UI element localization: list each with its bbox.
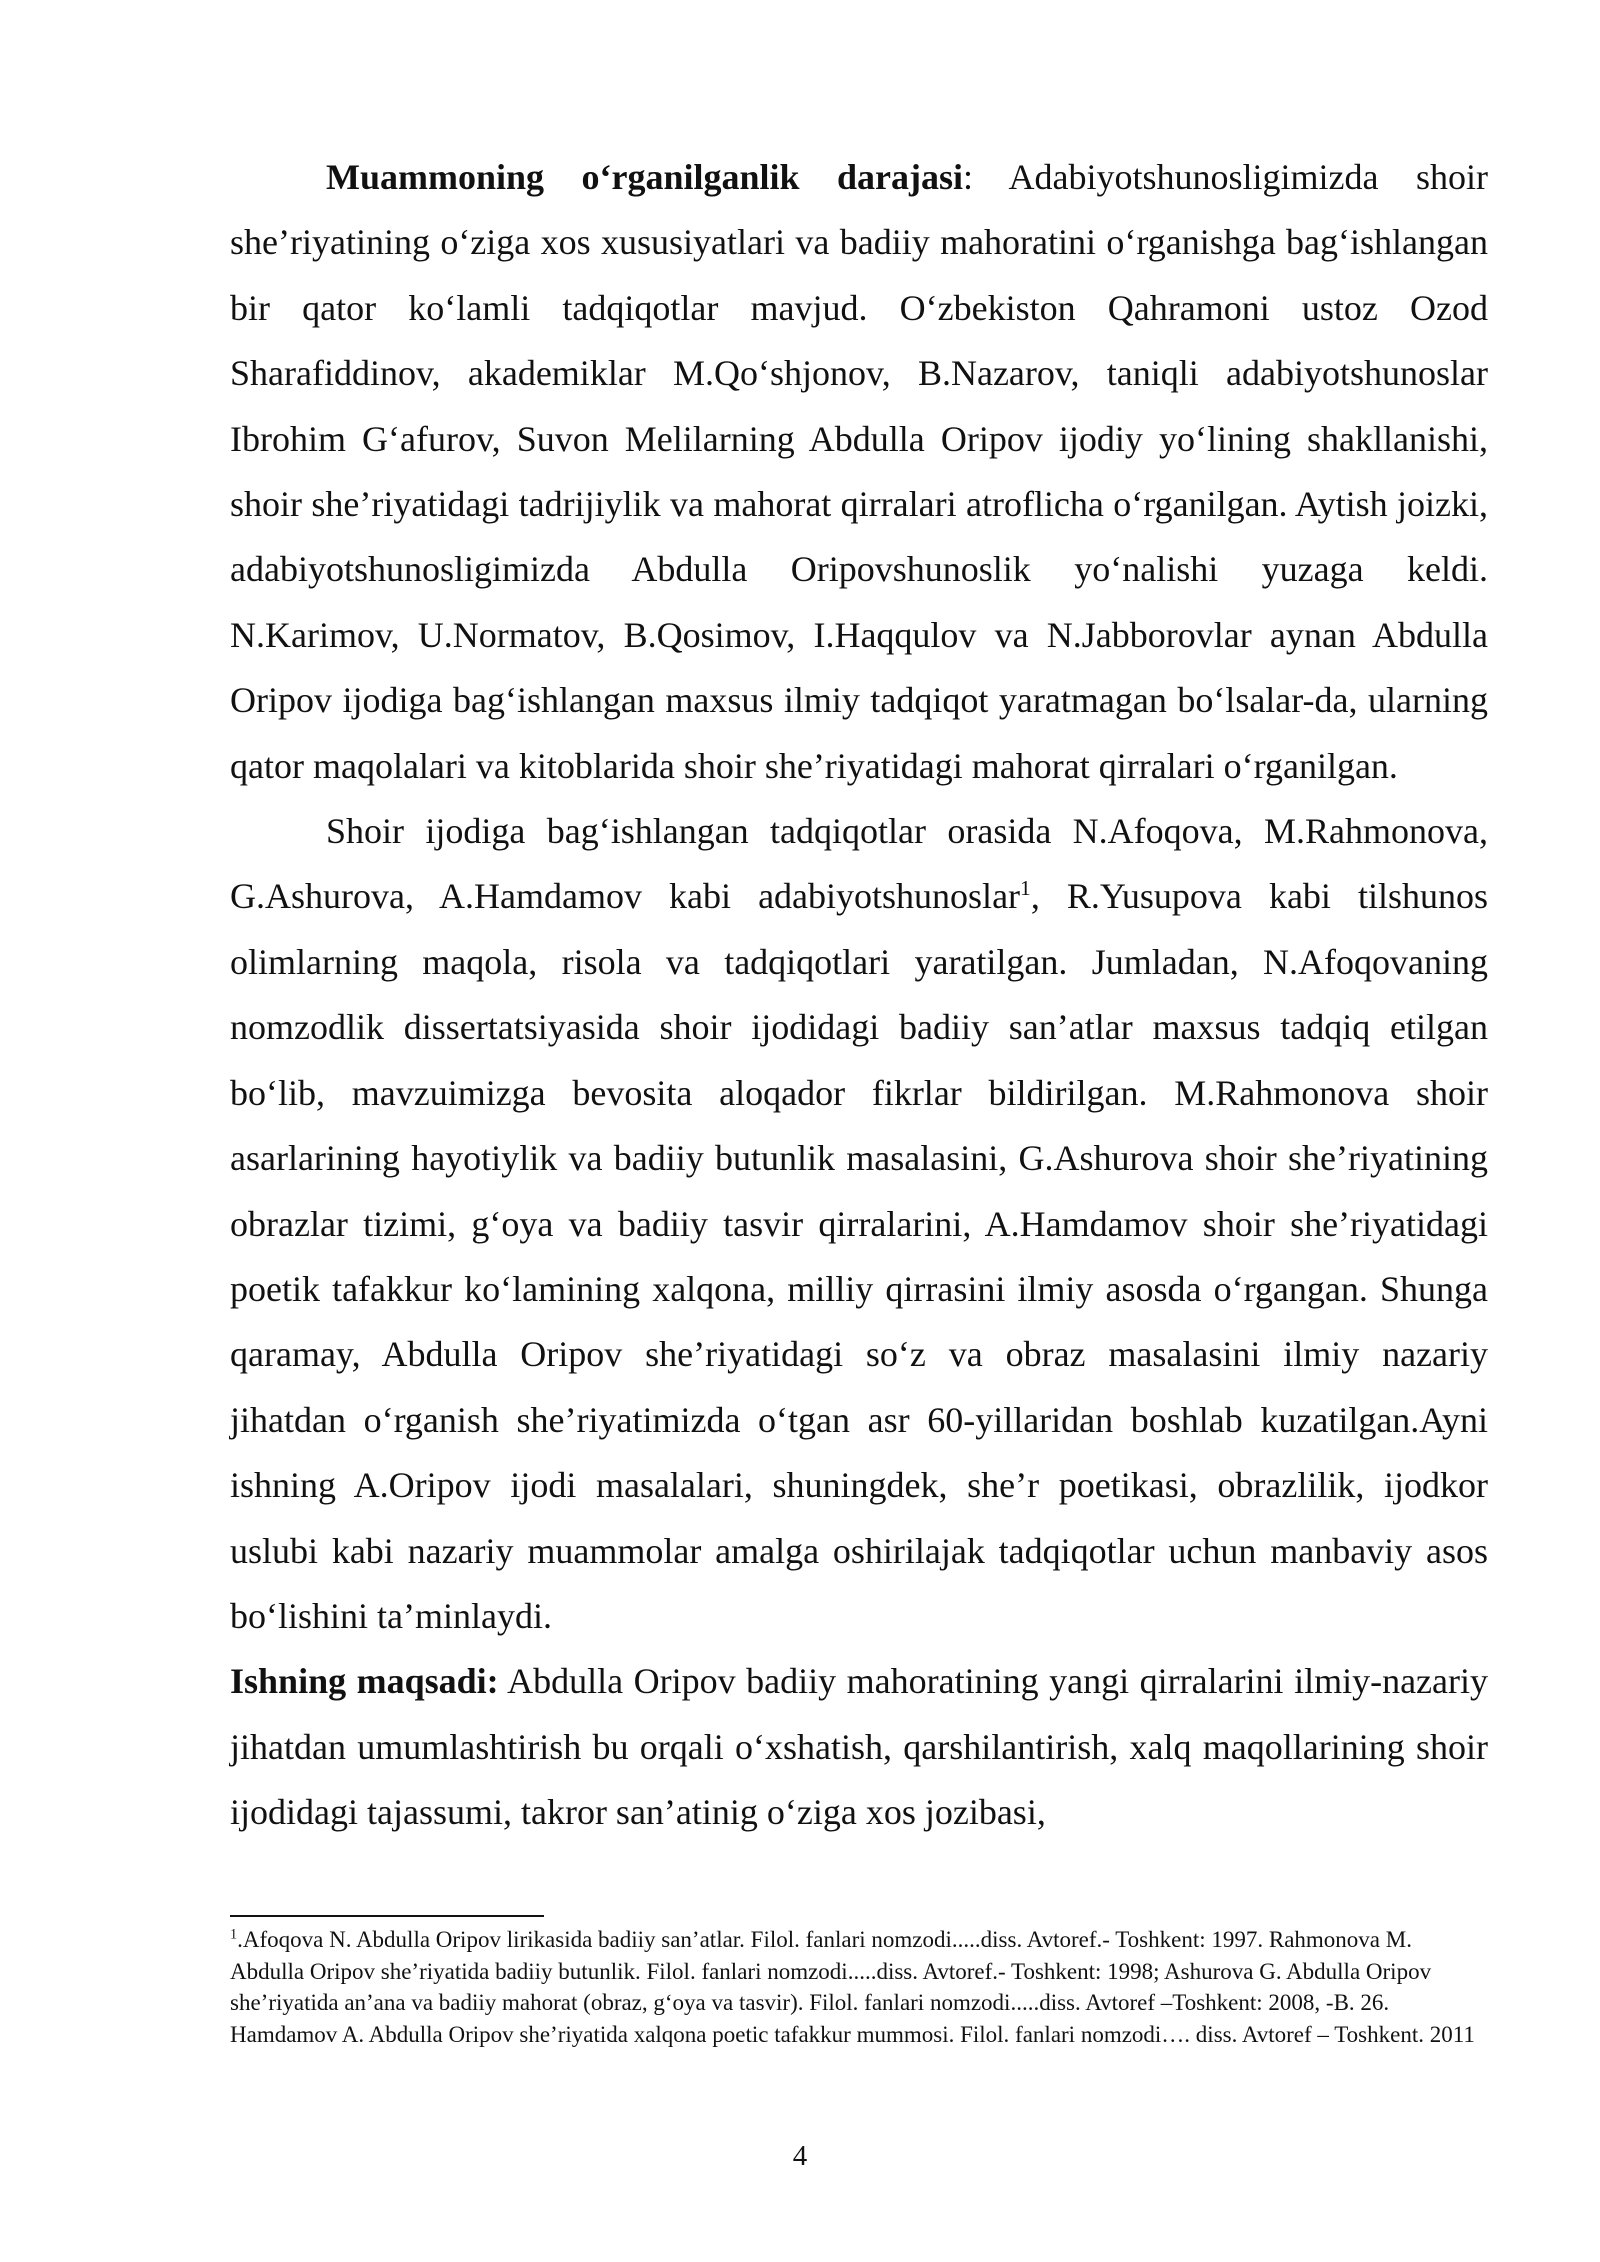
page-number: 4 <box>792 2140 808 2172</box>
footnote-text: .Afoqova N. Abdulla Oripov lirikasida badiiy san’atlar. Filol. fanlari nomzodi.....diss. Avtoref.- Toshkent: 1997. Rahmonova M. Abdulla Oripov she’riyatida badiiy butunlik. Filol. fanlari nomzodi.....diss. Avtoref.- Toshkent: 1998; Ashurova G. Abdulla Oripov she’riyatida an’ana va badiiy mahorat (obraz, g‘oya va tasvir). Filol. fanlari nomzodi.....diss. Avtoref –Toshkent: 2008, -B. 26. Hamdamov A. Abdulla Oripov she’riyatida xalqona poetic tafakkur mummosi. Filol. fanlari nomzodi…. diss. Avtoref – Toshkent. 2011 <box>230 1927 1475 2047</box>
paragraph-goal <box>230 1649 1488 1845</box>
paragraph-text: , R.Yusupova kabi tilshunos olimlarning maqola, risola va tadqiqotlari yaratilgan. Jumladan, N.Afoqovaning nomzodlik dissertatsiyasida shoir ijodidagi badiiy san’atlar maxsus tadqiq etilgan bo‘lib, mavzuimizga bevosita aloqador fikrlar bildirilgan. M.Rahmonova shoir asarlarining hayotiylik va badiiy butunlik masalasini, G.Ashurova shoir she’riyatining obrazlar tizimi, g‘oya va badiiy tasvir qirralarini, A.Hamdamov shoir she’riyatidagi poetik tafakkur ko‘lamining xalqona, milliy qirrasini ilmiy asosda o‘rgangan. Shunga qaramay, Abdulla Oripov she’riyatidagi so‘z va obraz masalasini ilmiy nazariy jihatdan o‘rganish she’riyatimizda o‘tgan asr 60-yillaridan boshlab kuzatilgan.Ayni ishning A.Oripov ijodi masalalari, shuningdek, she’r poetikasi, obrazlilik, ijodkor uslubi kabi nazariy muammolar amalga oshirilajak tadqiqotlar uchun manbaviy asos bo‘lishini ta’minlaydi. <box>230 876 1488 1636</box>
footnote-reference[interactable]: 1 <box>1020 876 1031 901</box>
paragraph-heading: Ishning maqsadi: <box>230 1661 499 1702</box>
paragraph-heading: Muammoning o‘rganilganlik darajasi <box>326 157 964 197</box>
footnote-marker: 1 <box>230 1926 238 1943</box>
footnote-separator <box>230 1915 544 1917</box>
page-body <box>230 145 1488 1846</box>
paragraph-prior-studies <box>230 799 1488 1649</box>
paragraph-text: : Adabiyotshunosligimizda shoir she’riyatining o‘ziga xos xususiyatlari va badiiy mahoratini o‘rganishga bag‘ishlangan bir qator ko‘lamli tadqiqotlar mavjud. O‘zbekiston Qahramoni ustoz Ozod Sharafiddinov, akademiklar M.Qo‘shjonov, B.Nazarov, taniqli adabiyotshunoslar Ibrohim G‘afurov, Suvon Melilarning Abdulla Oripov ijodiy yo‘lining shakllanishi, shoir she’riyatidagi tadrijiylik va mahorat qirralari atroflicha o‘rganilgan. Aytish joizki, adabiyotshunosligimizda Abdulla Oripovshunoslik yo‘nalishi yuzaga keldi. N.Karimov, U.Normatov, B.Qosimov, I.Haqqulov va N.Jabborovlar aynan Abdulla Oripov ijodiga bag‘ishlangan maxsus ilmiy tadqiqot yaratmagan bo‘lsalar-da, ularning qator maqolalari va kitoblarida shoir she’riyatidagi mahorat qirralari o‘rganilgan. <box>230 157 1489 786</box>
paragraph-text: Shoir ijodiga bag‘ishlangan tadqiqotlar orasida N.Afoqova, M.Rahmonova, G.Ashurova, A.Hamdamov kabi adabiyotshunoslar <box>230 811 1488 917</box>
footnote <box>230 1924 1488 2050</box>
paragraph-research-status <box>230 145 1488 799</box>
paragraph-text: Abdulla Oripov badiiy mahoratining yangi qirralarini ilmiy-nazariy jihatdan umumlashtirish bu orqali o‘xshatish, qarshilantirish, xalq maqollarining shoir ijodidagi tajassumi, takror san’atinig o‘ziga xos jozibasi, <box>230 1661 1488 1833</box>
